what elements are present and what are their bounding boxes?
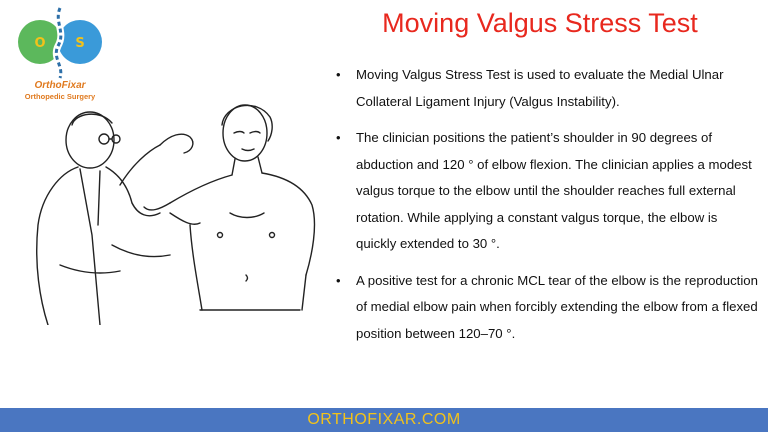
spine-logo-icon: [18, 4, 102, 80]
brand-tagline: Orthopedic Surgery: [24, 92, 96, 101]
clinician-figure: [37, 112, 200, 325]
footer-bar: [0, 408, 768, 432]
clinical-illustration: [20, 95, 330, 330]
bullet-item: [334, 268, 759, 348]
bullet-icon: •: [336, 130, 341, 145]
bullet-list: [334, 62, 759, 357]
bullet-text: Moving Valgus Stress Test is used to evaluate the Medial Ulnar Collateral Ligament Injury (Valgus Instability).: [356, 67, 724, 109]
svg-text:O: O: [34, 36, 46, 51]
bullet-text: A positive test for a chronic MCL tear of the elbow is the reproduction of medial elbow pain when forcibly extending the elbow from a flexed position between 120–70 °.: [356, 272, 758, 341]
bullet-item: [334, 125, 759, 258]
footer-site-link[interactable]: ORTHOFIXAR.COM: [307, 411, 461, 428]
bullet-item: [334, 62, 759, 115]
bullet-icon: •: [336, 272, 341, 288]
bullet-text: The clinician positions the patient’s shoulder in 90 degrees of abduction and 120 ° of elbow flexion. The clinician applies a modest valgus torque to the elbow until the shoulder reaches full external rotation. While applying a constant valgus torque, the elbow is quickly extended to 30 °.: [356, 130, 752, 251]
orthofixar-logo: [10, 4, 110, 100]
brand-name: OrthoFixar: [34, 80, 86, 91]
svg-text:S: S: [75, 36, 85, 51]
patient-figure: [144, 105, 314, 310]
slide-title: Moving Valgus Stress Test: [382, 8, 698, 38]
bullet-icon: •: [336, 67, 341, 82]
